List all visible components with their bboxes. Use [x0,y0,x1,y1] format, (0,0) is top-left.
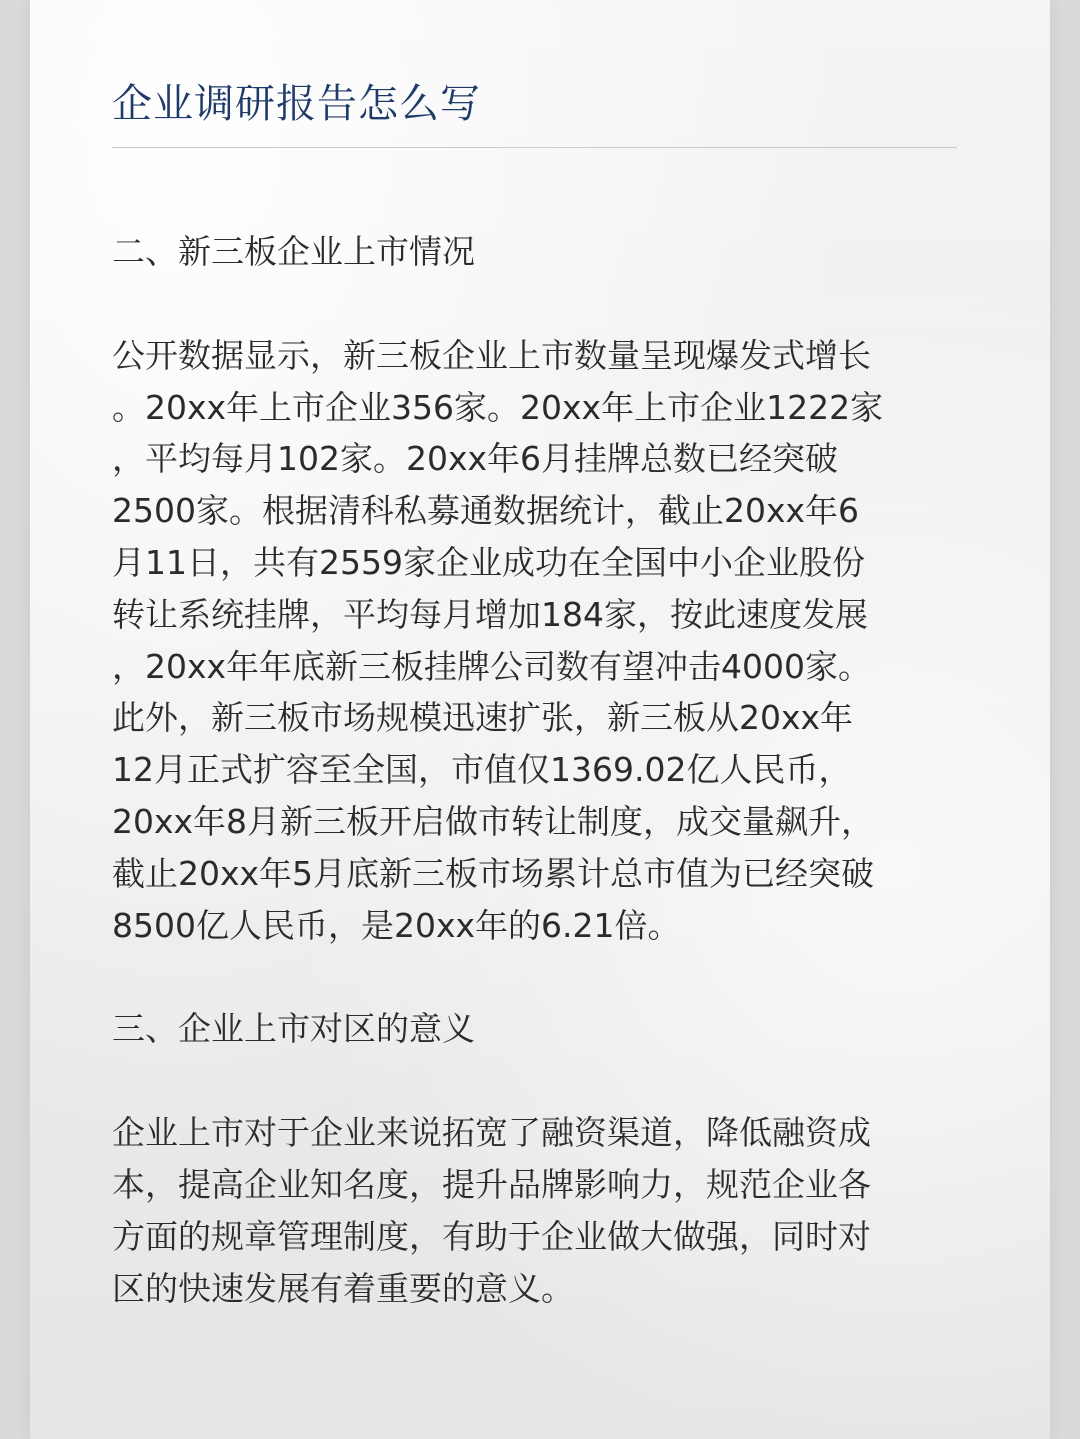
paragraph-line: 公开数据显示，新三板企业上市数量呈现爆发式增长 [112,335,871,375]
spacer [112,1055,982,1107]
spacer [112,278,982,330]
paragraph-line: 转让系统挂牌，平均每月增加184家，按此速度发展 [112,594,868,634]
paragraph-line: 月11日，共有2559家企业成功在全国中小企业股份 [112,542,865,582]
paragraph-line: 方面的规章管理制度，有助于企业做大做强，同时对 [112,1216,871,1256]
article-body [112,226,982,1314]
document-page [30,0,1050,1439]
paragraph-line: ，20xx年年底新三板挂牌公司数有望冲击4000家。 [112,646,872,686]
paragraph-line: 8500亿人民币，是20xx年的6.21倍。 [112,905,681,945]
paragraph-line: 企业上市对于企业来说拓宽了融资渠道，降低融资成 [112,1113,871,1153]
paragraph-line: 截止20xx年5月底新三板市场累计总市值为已经突破 [112,853,875,893]
section-paragraph-significance [112,1107,982,1314]
paragraph-line: 区的快速发展有着重要的意义。 [112,1268,574,1308]
paragraph-line: 此外，新三板市场规模迅速扩张，新三板从20xx年 [112,698,854,738]
section-heading-listing-status: 二、新三板企业上市情况 [112,232,475,271]
section-paragraph-listing-status [112,330,982,952]
paragraph-line: 20xx年8月新三板开启做市转让制度，成交量飙升， [112,801,875,841]
paragraph-line: 2500家。根据清科私募通数据统计，截止20xx年6 [112,491,860,531]
paragraph-line: ，平均每月102家。20xx年6月挂牌总数已经突破 [112,439,839,479]
paragraph-line: 本，提高企业知名度，提升品牌影响力，规范企业各 [112,1164,871,1204]
section-heading-significance: 三、企业上市对区的意义 [112,1009,475,1049]
title-divider [112,147,957,148]
paragraph-line: 12月正式扩容至全国，市值仅1369.02亿人民币， [112,750,852,790]
page-title: 企业调研报告怎么写 [112,81,481,127]
spacer [112,951,982,1003]
paragraph-line: 。20xx年上市企业356家。20xx年上市企业1222家 [112,387,884,427]
